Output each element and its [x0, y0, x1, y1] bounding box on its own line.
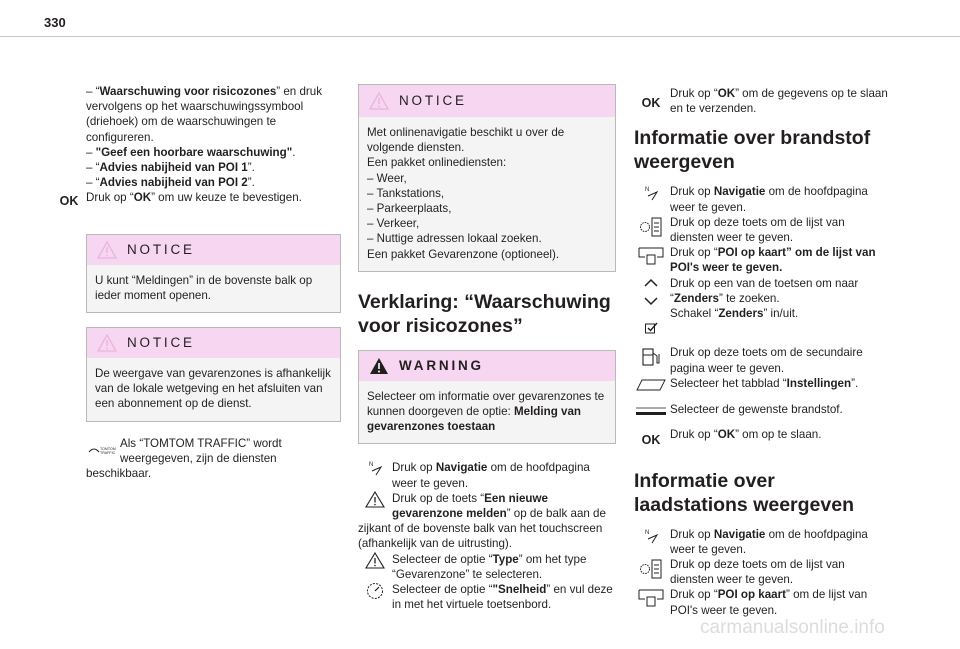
watermark: carmanualsonline.info — [700, 617, 885, 638]
notice-header — [87, 235, 340, 265]
section-heading: Verklaring: “Waarschuwing voor risicozones” — [358, 290, 611, 337]
step — [634, 320, 890, 335]
notice-header — [87, 328, 340, 358]
notice-title: NOTICE — [399, 93, 467, 109]
section-heading: Informatie over laadstations weergeven — [634, 469, 855, 516]
tomtom-paragraph — [86, 436, 341, 482]
section-heading: Informatie over brandstof weergeven — [634, 127, 871, 174]
tomtom-traffic-logo — [86, 436, 120, 464]
step: OK Druk op “OK” om op te slaan. — [634, 427, 890, 448]
speedometer-icon — [358, 582, 392, 602]
hazard-type-icon — [358, 552, 392, 571]
navigation-icon — [634, 527, 668, 544]
fuel-selection-bar-icon — [634, 402, 668, 416]
navigation-icon — [634, 184, 668, 201]
warning-triangle-icon — [369, 357, 389, 375]
checkbox-toggle-icon — [634, 320, 668, 335]
ok-icon: OK — [641, 433, 661, 448]
notice-line: Een pakket Gevarenzone (optioneel). — [367, 247, 560, 261]
step: Druk op deze toets om de secundaire pagina weer te geven. Selecteer het tabblad “Instellingen”. — [634, 345, 890, 391]
chevron-up-down-icon — [634, 276, 668, 307]
notice-line: – Verkeer, — [367, 217, 420, 231]
notice-line: – Weer, — [367, 171, 407, 185]
poi-on-map-icon — [634, 245, 668, 266]
fuel-pump-icon — [634, 345, 668, 368]
warning-triangle-icon — [97, 334, 117, 352]
tomtom-text: Als “TOMTOM TRAFFIC” wordt weergegeven, zijn de diensten beschikbaar. — [86, 436, 282, 481]
svg-text:N: N — [369, 462, 374, 469]
warning-triangle-icon — [97, 241, 117, 259]
ok-icon: OK — [59, 194, 79, 209]
step: Druk op een van de toetsen om naar “Zenders” te zoeken. Schakel “Zenders” in/uit. — [634, 276, 890, 322]
ok-step — [52, 190, 341, 209]
notice-box — [86, 327, 341, 422]
step: Selecteer de optie “Type” om het type “Gevarenzone” te selecteren. — [358, 552, 616, 582]
step: Selecteer de optie “"Snelheid” en vul deze in met het virtuele toetsenbord. — [358, 582, 616, 612]
step: N Druk op Navigatie om de hoofdpagina weer te geven. — [634, 527, 890, 557]
notice-line: – Tankstations, — [367, 186, 445, 200]
svg-text:TOMTOM: TOMTOM — [100, 446, 116, 451]
list-item: – “Advies nabijheid van POI 2”. — [86, 176, 255, 190]
column-2 — [358, 84, 616, 612]
navigation-icon — [358, 460, 392, 476]
step: Druk op “POI op kaart” om de lijst van POI's weer te geven. — [634, 587, 890, 617]
notice-line: – Parkeerplaats, — [367, 202, 452, 216]
list-item: – “Advies nabijheid van POI 1”. — [86, 161, 255, 175]
step: N Druk op Navigatie om de hoofdpagina weer te geven. — [634, 184, 890, 214]
notice-line: Een pakket onlinediensten: — [367, 156, 507, 170]
notice-line: Met onlinenavigatie beschikt u over de volgende diensten. — [367, 126, 565, 155]
svg-text:TRAFFIC: TRAFFIC — [100, 450, 116, 455]
column-1 — [59, 84, 341, 481]
step: N Druk op Navigatie om de hoofdpagina weer te geven. — [358, 460, 616, 490]
page-number: 330 — [44, 15, 66, 30]
step: Druk op deze toets om de lijst van diensten weer te geven. — [634, 215, 890, 245]
notice-line: – Nuttige adressen lokaal zoeken. — [367, 232, 542, 246]
step: Druk op “POI op kaart” om de lijst van POI's weer te geven. — [634, 245, 890, 275]
option-list — [86, 84, 341, 190]
notice-box — [86, 234, 341, 313]
notice-body: De weergave van gevarenzones is afhankelijk van de lokale wetgeving en het afsluiten van een abonnement op de dienst. — [95, 367, 331, 411]
notice-title: NOTICE — [127, 335, 195, 351]
poi-on-map-icon — [634, 587, 668, 608]
step: Druk op de toets “Een nieuwe gevarenzone melden” op de balk aan de zijkant of de bovenste balk van het touchscreen (afhankelijk van de uitrusting). — [358, 491, 606, 551]
warning-triangle-icon — [369, 92, 389, 110]
svg-text:N: N — [645, 529, 650, 536]
notice-title: NOTICE — [127, 242, 195, 258]
notice-body — [359, 117, 615, 271]
step-list — [358, 460, 616, 612]
svg-text:N: N — [645, 187, 650, 194]
settings-tab-icon — [634, 377, 668, 391]
step-text: Druk op “OK” om de gegevens op te slaan en te verzenden. — [670, 87, 888, 116]
ok-step — [634, 86, 890, 116]
warning-title: WARNING — [399, 358, 484, 374]
step-text: Druk op “OK” om uw keuze te bevestigen. — [86, 191, 302, 205]
notice-body: U kunt “Meldingen” in de bovenste balk op ieder moment openen. — [95, 273, 313, 302]
charge-steps — [634, 527, 890, 618]
list-item: – "Geef een hoorbare waarschuwing". — [86, 145, 296, 159]
hazard-report-icon — [358, 491, 392, 507]
services-list-icon — [634, 215, 668, 238]
warning-header — [359, 351, 615, 381]
header-rule — [0, 36, 960, 37]
notice-header — [359, 85, 615, 117]
fuel-steps — [634, 184, 890, 448]
column-3 — [634, 86, 890, 618]
warning-body: Selecteer om informatie over gevarenzones te kunnen doorgeven de optie: Melding van gevarenzones toestaan — [367, 389, 605, 434]
step: Druk op deze toets om de lijst van diensten weer te geven. — [634, 557, 890, 587]
notice-box — [358, 84, 616, 272]
services-list-icon — [634, 557, 668, 580]
list-item: – “Waarschuwing voor risicozones” en druk vervolgens op het waarschuwingssymbool (driehoek) om de waarschuwingen te configureren. — [86, 85, 323, 144]
warning-box — [358, 350, 616, 445]
step: Selecteer de gewenste brandstof. — [634, 402, 890, 417]
ok-icon: OK — [641, 96, 661, 110]
